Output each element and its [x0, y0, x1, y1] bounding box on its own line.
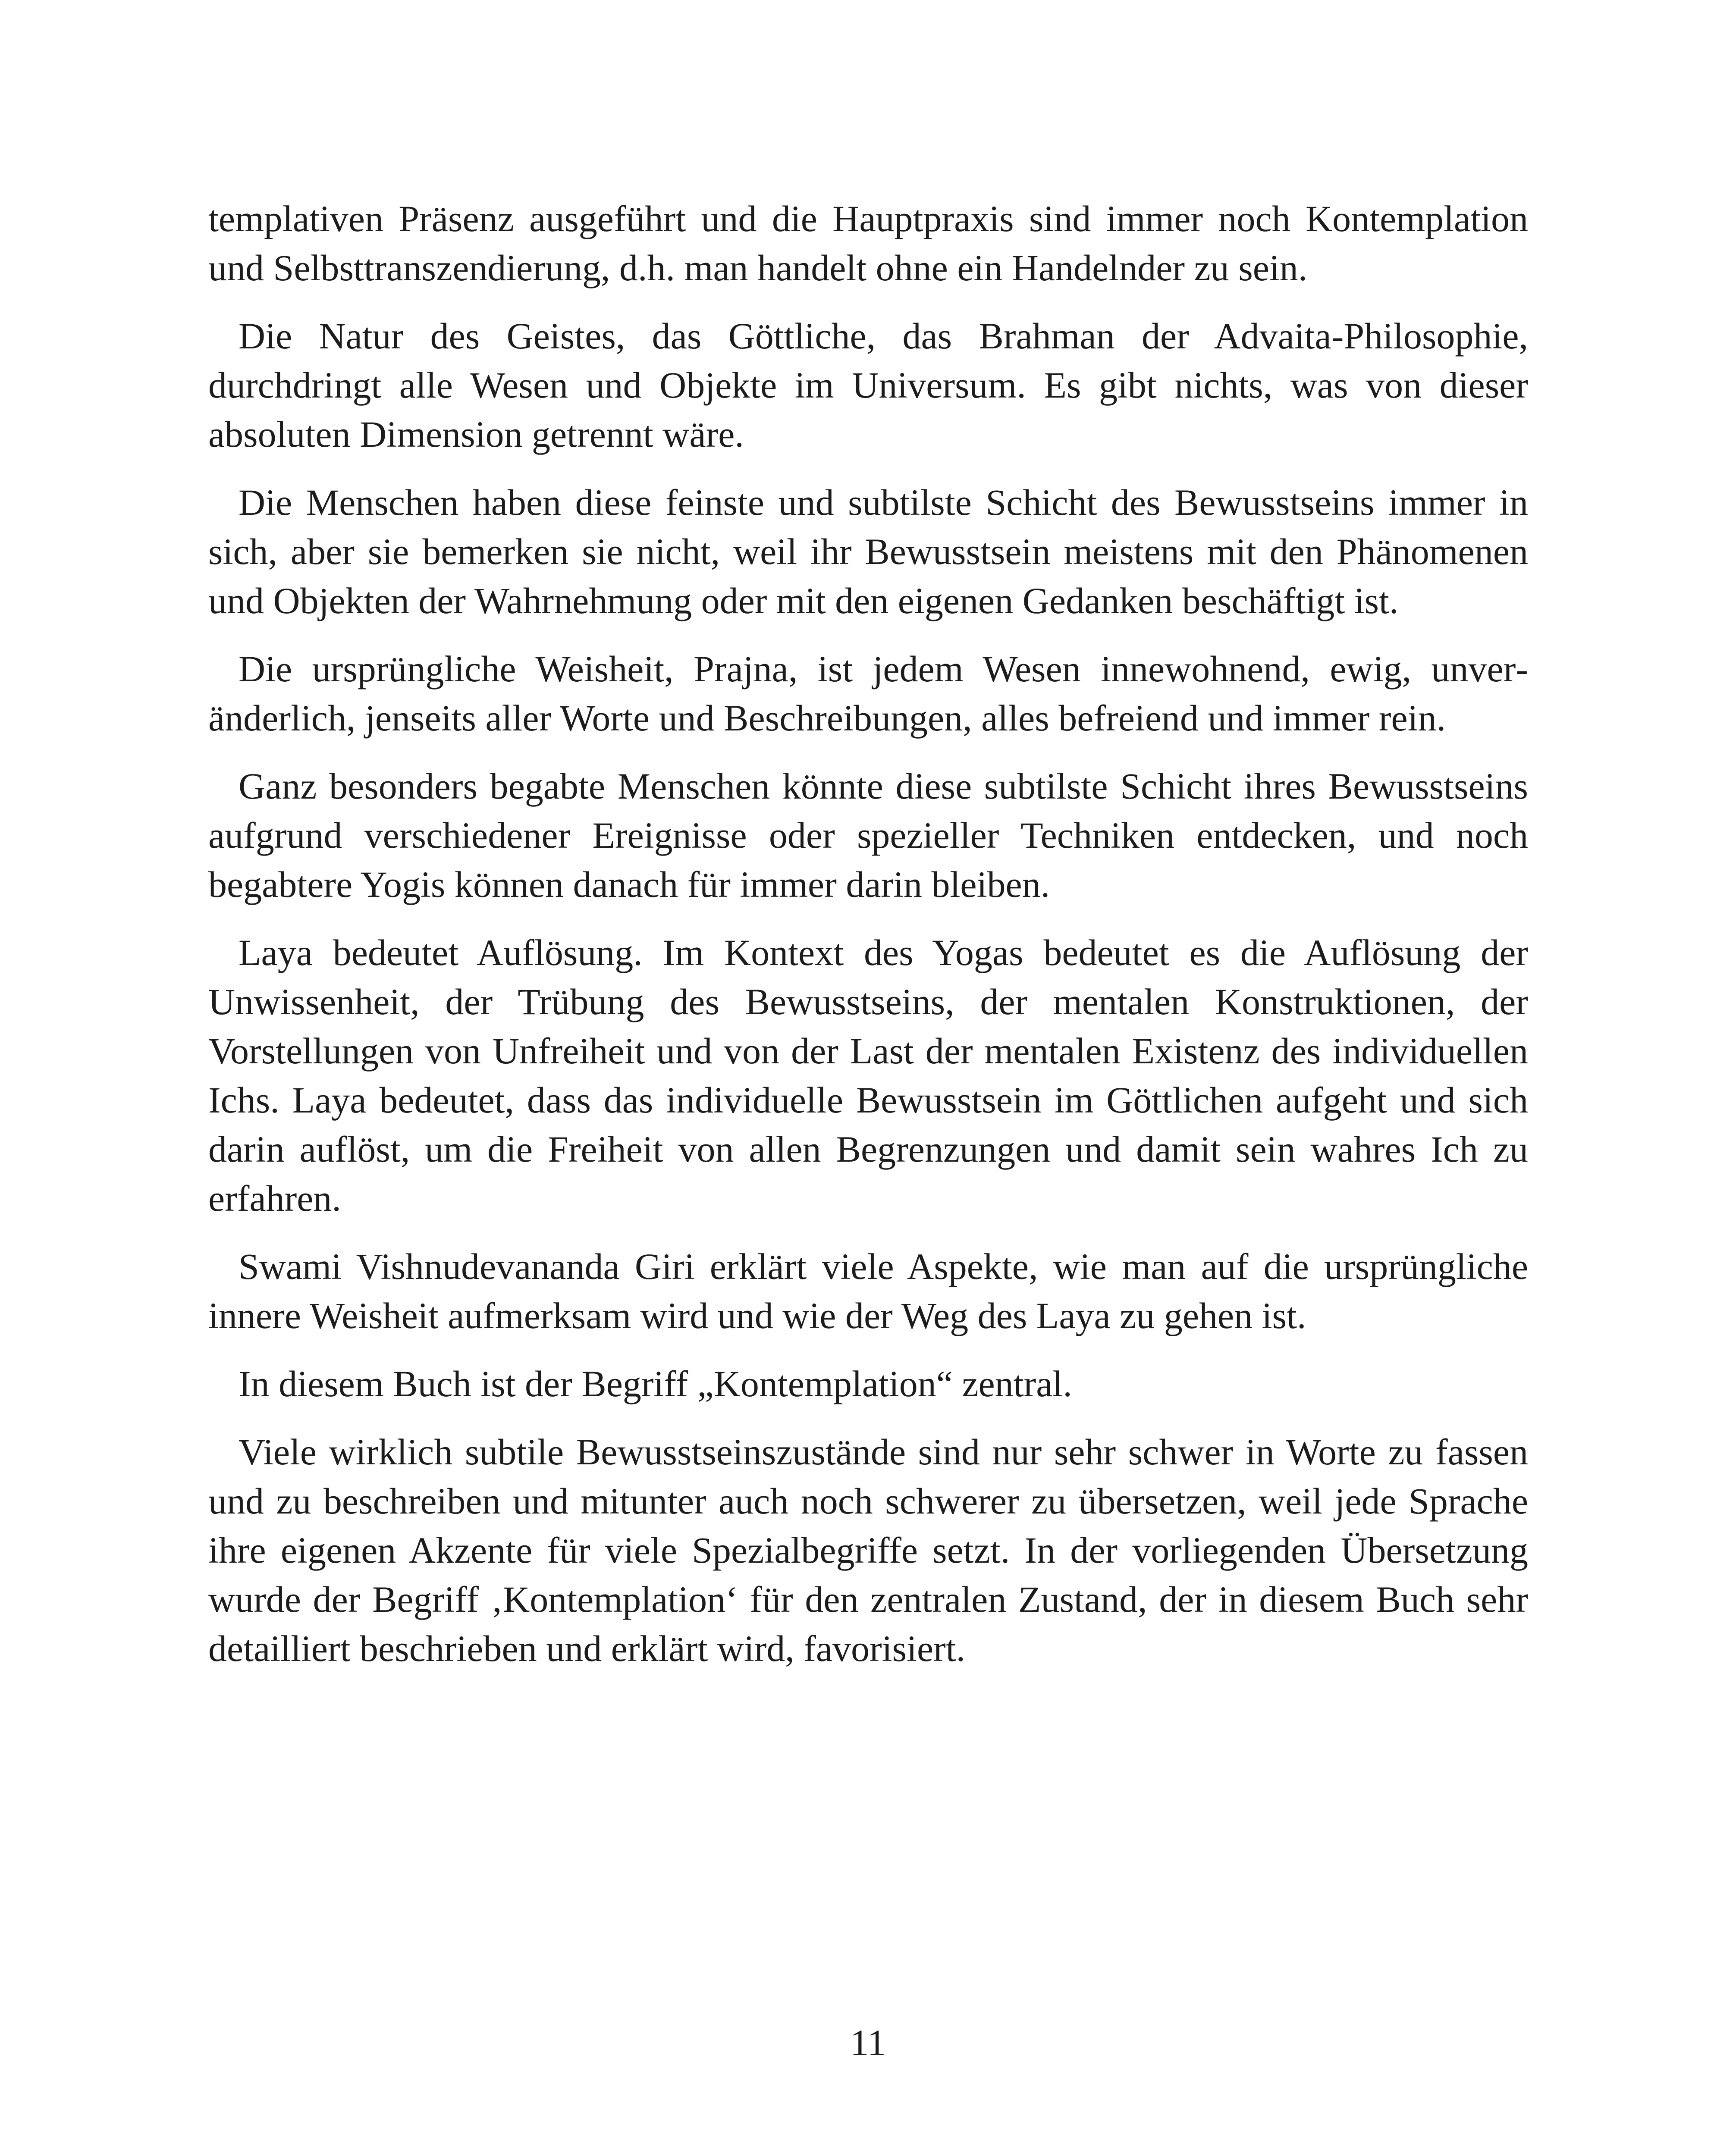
paragraph-4: Die ursprüngliche Weisheit, Prajna, ist jedem Wesen innewohnend, ewig, unveränderlich, jenseits aller Worte und Beschreibungen, alles befreiend und immer rein. — [208, 648, 1528, 739]
paragraph-2: Die Natur des Geistes, das Göttliche, das Brahman der Advaita-Philosophie, durchdringt alle Wesen und Objekte im Universum. Es gibt nichts, was von dieser absoluten Dimension getrennt wäre. — [208, 315, 1528, 455]
paragraph-3: Die Menschen haben diese feinste und subtilste Schicht des Bewusstseins immer in sich, aber sie bemerken sie nicht, weil ihr Bewusstsein meistens mit den Phänomenen und Objekten der Wahrnehmung oder mit den eigenen Gedanken beschäftigt ist. — [208, 482, 1528, 621]
paragraph-9: Viele wirklich subtile Bewusstseinszustände sind nur sehr schwer in Worte zu fassen und zu beschreiben und mitunter auch noch schwerer zu übersetzen, weil jede Sprache ihre eigenen Akzente für viele Spezialbegriffe setzt. In der vorliegenden Übersetzung wurde der Begriff ‚Kontemplation‘ für den zentralen Zustand, der in diesem Buch sehr detailliert beschrieben und erklärt wird, favorisiert. — [208, 1431, 1528, 1669]
body-text — [208, 194, 1528, 1692]
paragraph-1: templativen Präsenz ausgeführt und die Hauptpraxis sind immer noch Kontemplation und Selbsttranszendierung, d.h. man handelt ohne ein Handelnder zu sein. — [208, 198, 1528, 288]
paragraph-6: Laya bedeutet Auflösung. Im Kontext des Yogas bedeutet es die Auflösung der Unwissenheit, der Trübung des Bewusstseins, der mentalen Konstruktionen, der Vorstellungen von Unfreiheit und von der Last der mentalen Existenz des individuellen Ichs. Laya bedeutet, dass das individuelle Bewusstsein im Göttlichen aufgeht und sich darin auflöst, um die Freiheit von allen Begrenzungen und damit sein wahres Ich zu erfahren. — [208, 932, 1528, 1219]
paragraph-7: Swami Vishnudevananda Giri erklärt viele Aspekte, wie man auf die ursprüngliche innere Weisheit aufmerksam wird und wie der Weg des Laya zu gehen ist. — [208, 1246, 1528, 1336]
paragraph-8: In diesem Buch ist der Begriff „Kontemplation“ zentral. — [239, 1363, 1072, 1404]
paragraph-5: Ganz besonders begabte Menschen könnte diese subtilste Schicht ihres Bewusstseins aufgrund verschiedener Ereignisse oder spezieller Techniken entdecken, und noch begabtere Yogis können danach für immer darin bleiben. — [208, 765, 1528, 905]
page-number: 11 — [850, 2022, 886, 2063]
